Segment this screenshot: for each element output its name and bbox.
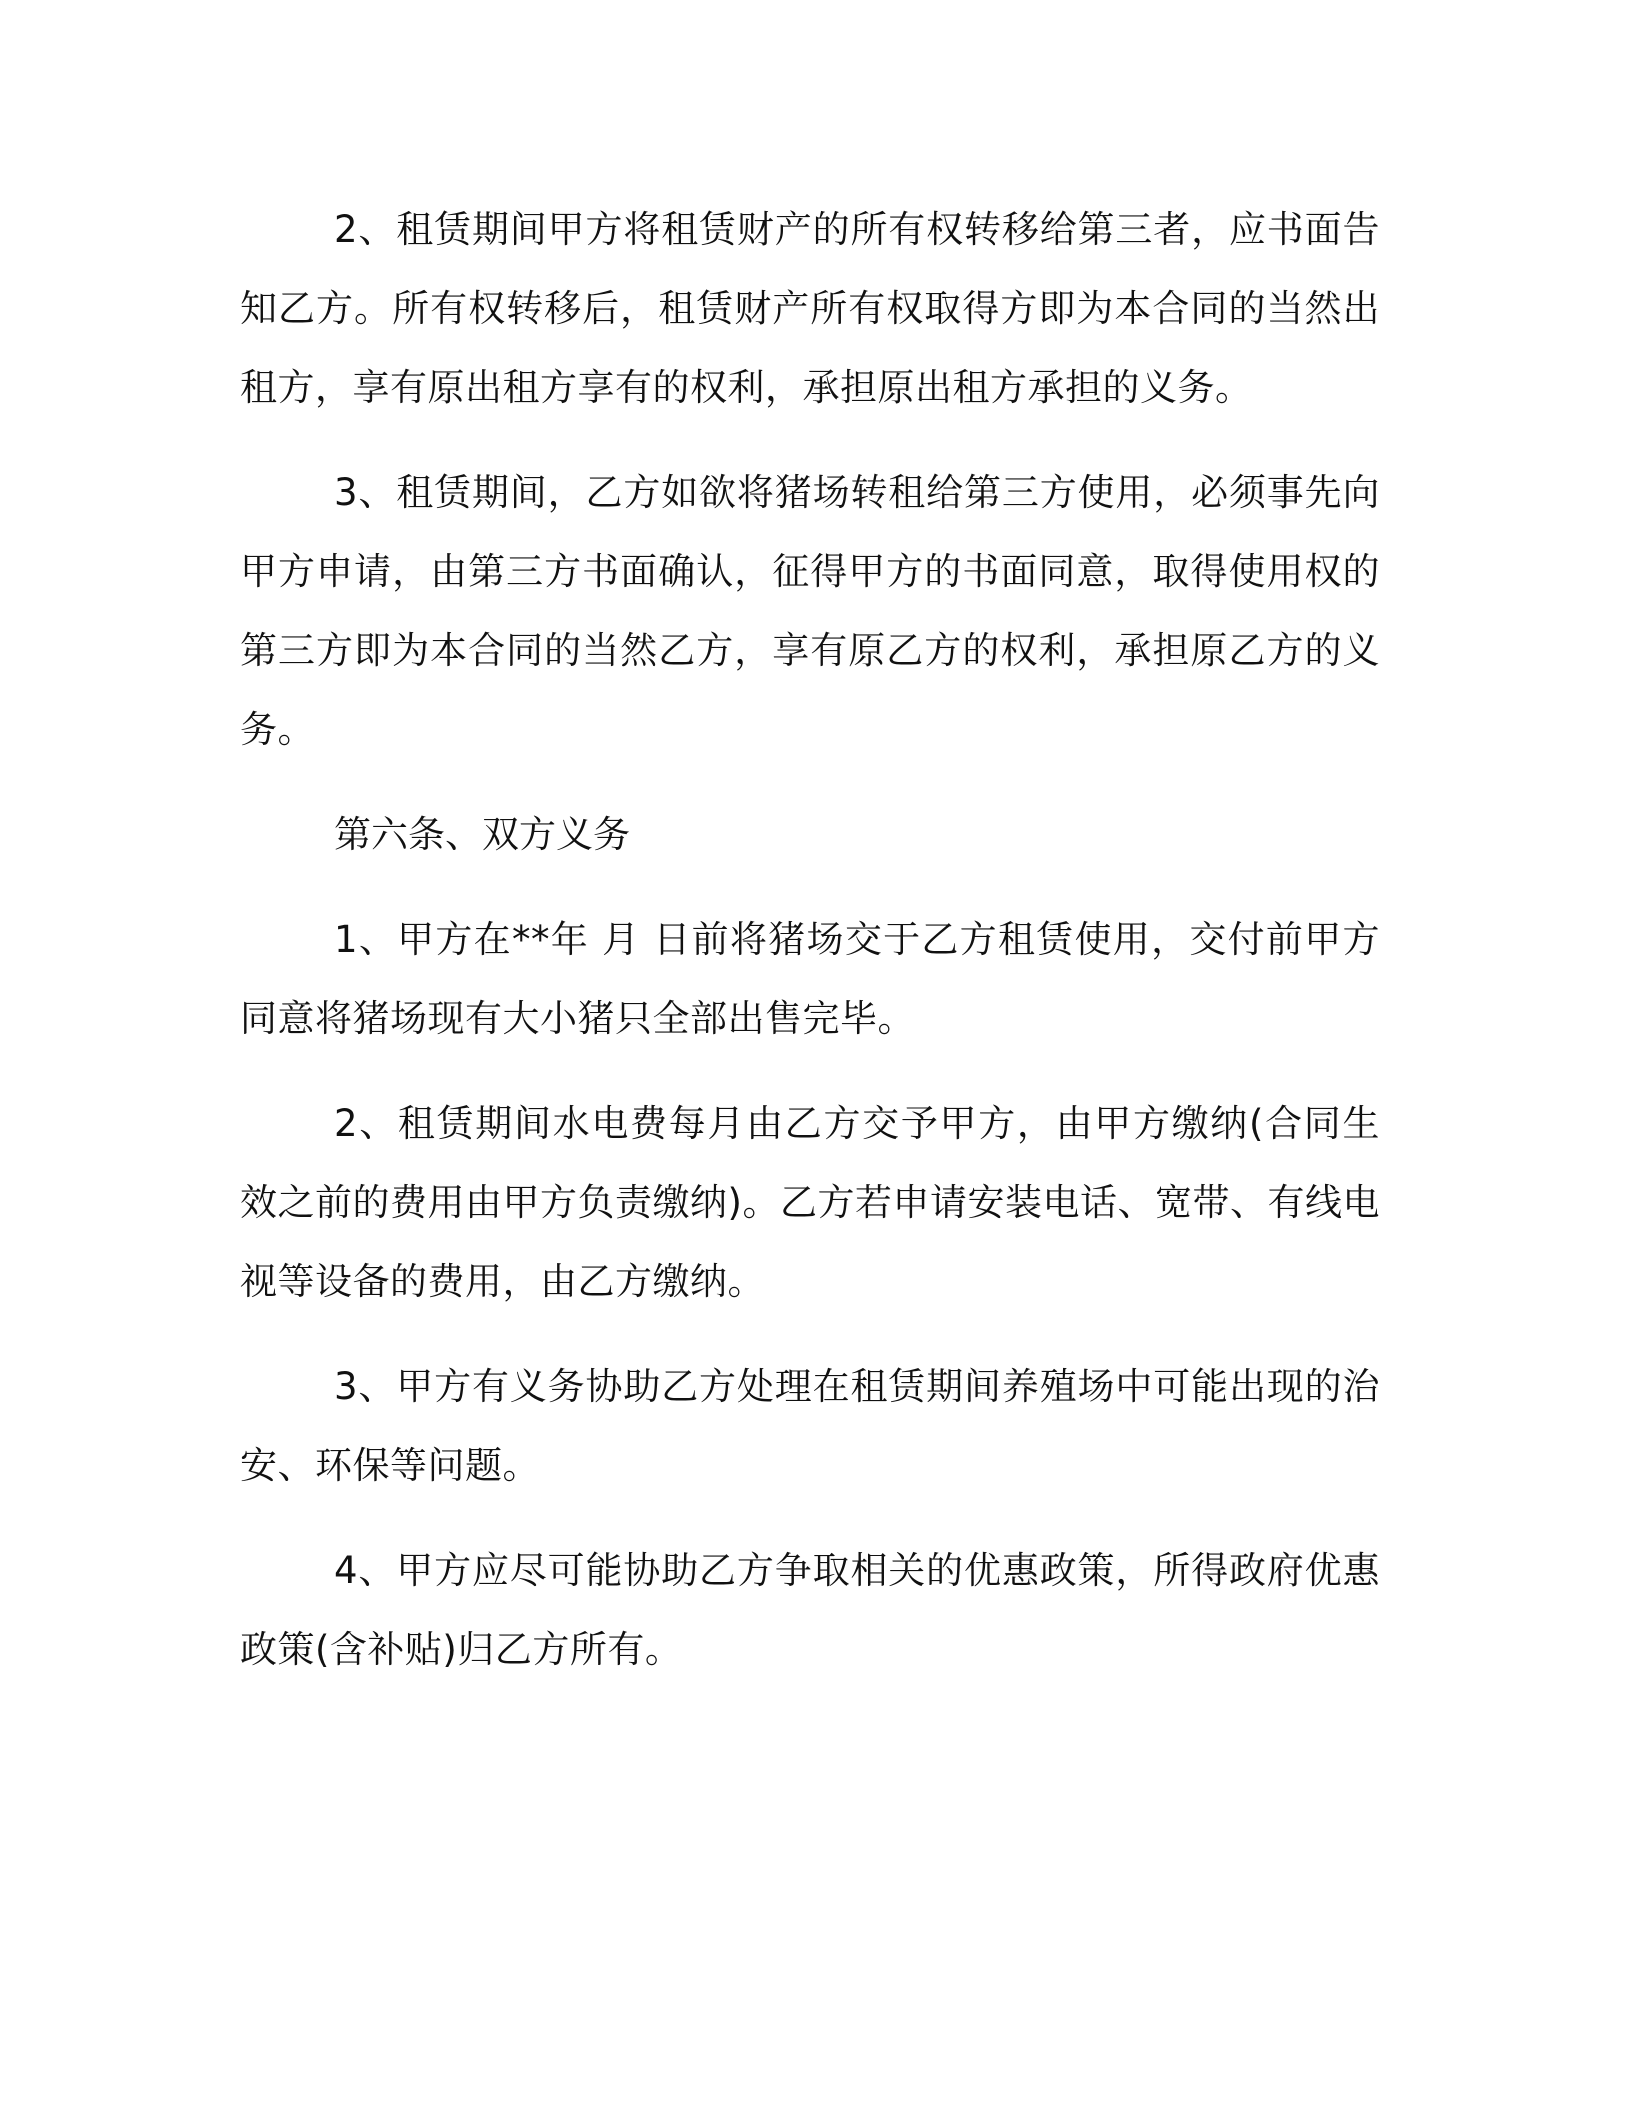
clause-paragraph: 4、甲方应尽可能协助乙方争取相关的优惠政策，所得政府优惠政策(含补贴)归乙方所有。 (240, 1549, 1380, 1671)
clause-paragraph: 2、租赁期间甲方将租赁财产的所有权转移给第三者，应书面告知乙方。所有权转移后，租赁财产所有权取得方即为本合同的当然出租方，享有原出租方享有的权利，承担原出租方承担的义务。 (240, 208, 1380, 409)
clause-paragraph: 3、租赁期间，乙方如欲将猪场转租给第三方使用，必须事先向甲方申请，由第三方书面确认，征得甲方的书面同意，取得使用权的第三方即为本合同的当然乙方，享有原乙方的权利，承担原乙方的义务。 (240, 471, 1380, 751)
section-heading: 第六条、双方义务 (334, 813, 630, 856)
document-body (240, 190, 1380, 1715)
clause-paragraph: 3、甲方有义务协助乙方处理在租赁期间养殖场中可能出现的治安、环保等问题。 (240, 1365, 1380, 1487)
clause-paragraph: 1、甲方在**年 月 日前将猪场交于乙方租赁使用，交付前甲方同意将猪场现有大小猪只全部出售完毕。 (240, 918, 1380, 1040)
clause-paragraph: 2、租赁期间水电费每月由乙方交予甲方，由甲方缴纳(合同生效之前的费用由甲方负责缴纳)。乙方若申请安装电话、宽带、有线电视等设备的费用，由乙方缴纳。 (240, 1102, 1380, 1303)
